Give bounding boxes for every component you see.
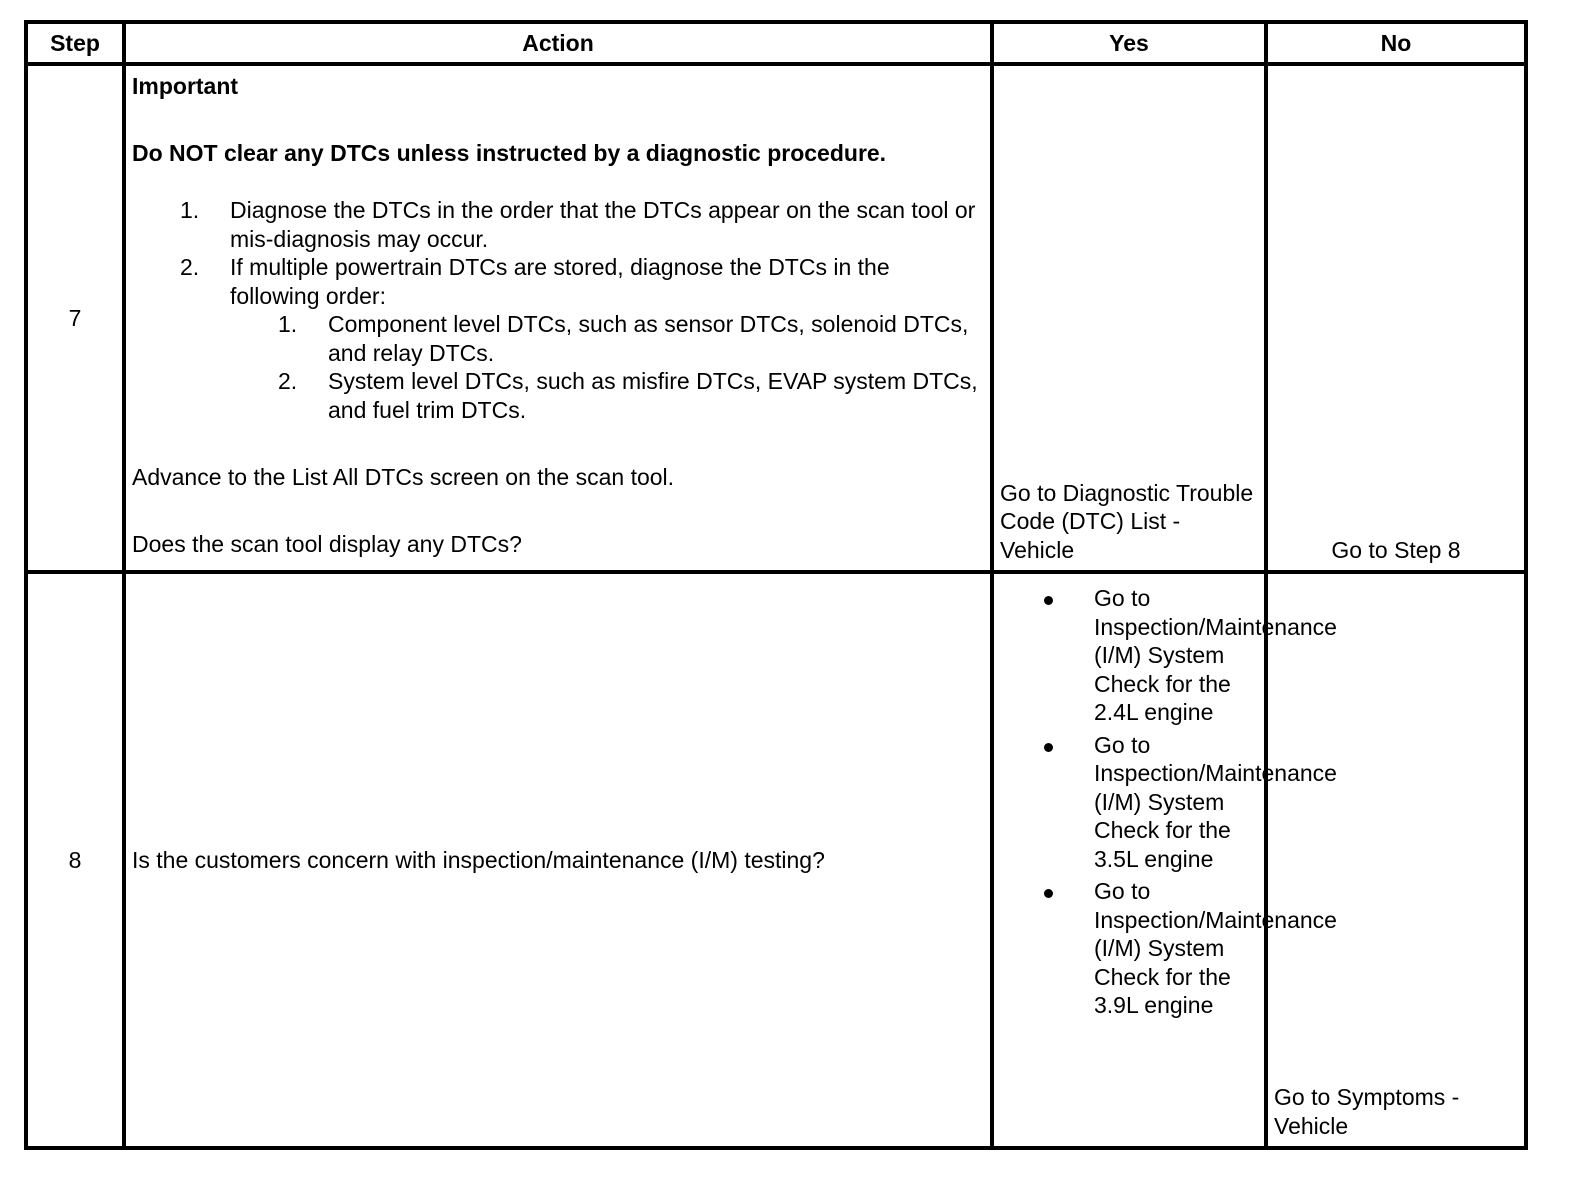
bullet-icon — [1044, 596, 1053, 605]
action-cell — [124, 64, 992, 572]
list-item — [132, 196, 984, 253]
action-cell — [124, 572, 992, 1148]
yes-action-link[interactable]: Go to Inspection/Maintenance (I/M) System Check for the 3.5L engine — [1094, 731, 1337, 872]
list-item — [132, 253, 984, 424]
yes-action-link[interactable]: Go to Diagnostic Trouble Code (DTC) List - Vehicle — [1000, 479, 1254, 563]
no-cell — [1266, 572, 1526, 1148]
header-no: No — [1266, 22, 1526, 64]
header-row — [26, 22, 1526, 64]
step-row-8 — [26, 572, 1526, 1148]
step-row-7 — [26, 64, 1526, 572]
bullet-icon — [1044, 889, 1053, 898]
list-item — [994, 731, 1337, 874]
no-action-link[interactable]: Go to Step 8 — [1331, 536, 1461, 563]
yes-options-list — [994, 584, 1337, 1020]
instruction-list — [132, 196, 984, 424]
list-item — [994, 584, 1337, 727]
sub-list-item — [230, 310, 984, 367]
sub-list-item — [230, 367, 984, 424]
sub-list-number: 1. — [278, 311, 298, 337]
list-item — [994, 877, 1337, 1020]
step-question: Does the scan tool display any DTCs? — [132, 530, 522, 557]
list-number: 2. — [180, 254, 200, 280]
sub-list-item-text: Component level DTCs, such as sensor DTCs, solenoid DTCs, and relay DTCs. — [328, 311, 969, 366]
advance-instruction: Advance to the List All DTCs screen on the scan tool. — [132, 463, 675, 490]
step-number: 8 — [26, 572, 124, 1148]
header-action: Action — [124, 22, 992, 64]
sub-list-number: 2. — [278, 368, 298, 394]
list-number: 1. — [180, 197, 200, 223]
yes-cell — [992, 572, 1337, 1148]
step-number: 7 — [26, 64, 124, 572]
yes-cell — [992, 64, 1266, 572]
bullet-icon — [1044, 743, 1053, 752]
yes-action-link[interactable]: Go to Inspection/Maintenance (I/M) System Check for the 2.4L engine — [1094, 585, 1337, 725]
diagnostic-procedure-table — [24, 20, 1528, 1150]
no-action-link[interactable]: Go to Symptoms - Vehicle — [1274, 1084, 1460, 1139]
header-yes: Yes — [992, 22, 1266, 64]
list-item-text: If multiple powertrain DTCs are stored, diagnose the DTCs in the following order: — [230, 254, 890, 309]
warning-text: Do NOT clear any DTCs unless instructed by a diagnostic procedure. — [132, 140, 887, 166]
important-heading: Important — [132, 73, 239, 99]
no-cell — [1266, 64, 1526, 572]
sub-list-item-text: System level DTCs, such as misfire DTCs, EVAP system DTCs, and fuel trim DTCs. — [328, 368, 978, 423]
yes-action-link[interactable]: Go to Inspection/Maintenance (I/M) System Check for the 3.9L engine — [1094, 878, 1337, 1018]
header-step: Step — [26, 22, 124, 64]
list-item-text: Diagnose the DTCs in the order that the DTCs appear on the scan tool or mis-diagnosis may occur. — [230, 197, 976, 252]
step-question: Is the customers concern with inspection/maintenance (I/M) testing? — [132, 846, 825, 873]
sub-list — [230, 310, 984, 424]
